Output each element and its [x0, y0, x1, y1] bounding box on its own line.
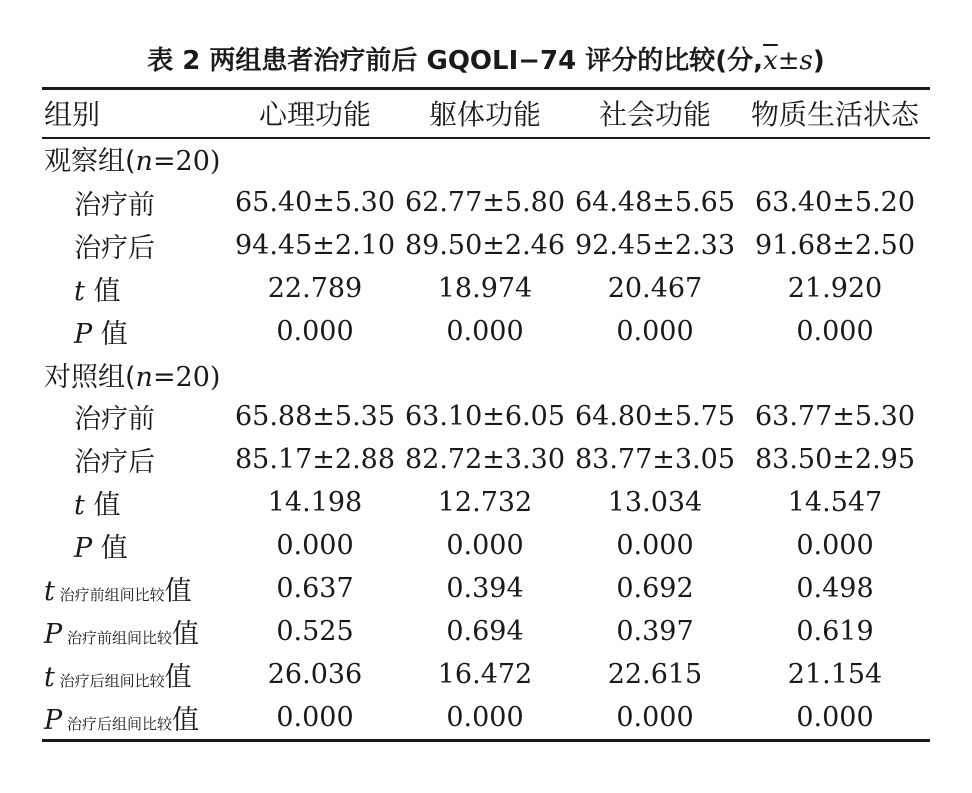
header-psychological: 心理功能: [258, 98, 371, 131]
table-row: [42, 395, 930, 438]
header-material: 物质生活状态: [750, 98, 919, 131]
table-row: [42, 610, 930, 653]
row-label: 治疗后: [74, 447, 155, 479]
stat-suffix: 值: [84, 490, 121, 522]
row-label: [42, 481, 230, 524]
stat-suffix: 值: [84, 275, 121, 307]
table-cell: 0.000: [616, 315, 694, 347]
table-cell: 0.525: [276, 615, 354, 647]
table-row: [42, 567, 930, 610]
table-cell: 0.498: [796, 572, 874, 604]
group-n-var: n: [135, 146, 153, 177]
table-cell: 85.17±2.88: [234, 444, 396, 476]
table-cell: 12.732: [437, 487, 533, 519]
stat-var: t: [44, 575, 55, 607]
row-label: [42, 567, 230, 610]
stat-var: t: [74, 275, 85, 307]
table-row: [42, 653, 930, 696]
table-row: [42, 481, 930, 524]
table-cell: 13.034: [607, 487, 703, 519]
table-row: [42, 438, 930, 481]
title-text: 表 2 两组患者治疗前后 GQOLI−74 评分的比较: [147, 46, 716, 76]
header-group: 组别: [44, 98, 101, 131]
group-name: 观察组: [44, 146, 125, 177]
stat-suffix: 值: [164, 661, 192, 693]
table-cell: 0.000: [276, 530, 354, 562]
title-paren-open: (分,: [715, 46, 764, 76]
table-cell: 0.000: [446, 530, 524, 562]
table-cell: 64.80±5.75: [574, 401, 736, 433]
table-cell: 16.472: [437, 658, 533, 690]
title-paren-close: ): [812, 46, 825, 76]
table-cell: 14.198: [267, 487, 363, 519]
table-cell: 0.619: [796, 615, 874, 647]
table-cell: 89.50±2.46: [404, 229, 566, 261]
table-cell: 0.000: [796, 530, 874, 562]
table-cell: 0.397: [616, 615, 694, 647]
row-label: 治疗前: [74, 189, 155, 221]
table-cell: 22.615: [607, 658, 703, 690]
table-cell: 22.789: [267, 272, 363, 304]
stat-subscript: 治疗前组间比较: [62, 628, 172, 647]
group-row-control: [42, 353, 930, 396]
table-cell: 65.88±5.35: [234, 401, 396, 433]
data-table: [42, 90, 930, 739]
stat-var: t: [74, 490, 85, 522]
group-name: 对照组: [44, 361, 125, 393]
row-label: [42, 310, 230, 353]
group-label-control: [42, 353, 930, 396]
group-paren: (: [125, 361, 136, 393]
group-n-value: =20): [152, 146, 221, 177]
table-cell: 83.50±2.95: [754, 444, 916, 476]
table-cell: 0.637: [276, 572, 354, 604]
header-physical: 躯体功能: [428, 98, 541, 131]
table-cell: 0.692: [616, 572, 694, 604]
stat-var: P: [74, 533, 93, 565]
table-cell: 0.394: [446, 572, 524, 604]
table-cell: 26.036: [267, 658, 363, 690]
header-social: 社会功能: [598, 98, 711, 131]
header-row: [42, 90, 930, 136]
table-cell: 21.920: [787, 272, 883, 304]
stat-subscript: 治疗后组间比较: [62, 714, 172, 733]
table-cell: 0.694: [446, 615, 524, 647]
table-cell: 63.77±5.30: [754, 401, 916, 433]
table-cell: 91.68±2.50: [754, 229, 916, 261]
table-cell: 83.77±3.05: [574, 444, 736, 476]
stat-var: t: [44, 661, 55, 693]
bottom-rule: [42, 739, 930, 742]
title-xbar: $\overline{x}$: [763, 46, 778, 76]
table-cell: 21.154: [787, 658, 883, 690]
table-cell: 63.40±5.20: [754, 186, 916, 218]
table-cell: 0.000: [616, 530, 694, 562]
table-cell: 0.000: [446, 315, 524, 347]
table-row: [42, 181, 930, 224]
table-cell: 94.45±2.10: [234, 229, 396, 261]
stat-var: P: [44, 618, 63, 650]
stat-suffix: 值: [164, 575, 192, 607]
stat-subscript: 治疗后组间比较: [54, 671, 165, 690]
group-paren: (: [125, 146, 136, 177]
table-cell: 64.48±5.65: [574, 186, 736, 218]
table-row: [42, 224, 930, 267]
row-label: [42, 696, 230, 739]
stat-suffix: 值: [92, 533, 128, 565]
stat-suffix: 值: [92, 318, 128, 350]
stat-subscript: 治疗前组间比较: [54, 585, 165, 604]
stat-suffix: 值: [171, 618, 199, 650]
stat-var: P: [44, 704, 63, 736]
group-label-observation: [42, 136, 930, 181]
stat-suffix: 值: [171, 704, 199, 736]
table-cell: 92.45±2.33: [574, 229, 736, 261]
row-label: [42, 524, 230, 567]
table-cell: 65.40±5.30: [234, 186, 396, 218]
group-row-observation: [42, 136, 930, 181]
table-row: [42, 310, 930, 353]
table-cell: 62.77±5.80: [404, 186, 566, 218]
table-row: [42, 696, 930, 739]
table-cell: 18.974: [437, 272, 533, 304]
group-n-value: =20): [152, 361, 221, 393]
table-title: [0, 42, 972, 80]
row-label: [42, 653, 230, 696]
table-cell: 82.72±3.30: [404, 444, 566, 476]
group-n-var: n: [135, 361, 153, 393]
table-cell: 20.467: [607, 272, 703, 304]
row-label: [42, 267, 230, 310]
table-cell: 14.547: [787, 487, 883, 519]
table-cell: 0.000: [276, 701, 354, 733]
table-cell: 63.10±6.05: [404, 401, 566, 433]
table-cell: 0.000: [446, 701, 524, 733]
table-row: [42, 267, 930, 310]
table-cell: 0.000: [276, 315, 354, 347]
row-label: 治疗前: [74, 404, 155, 436]
title-pm-s: ±s: [777, 46, 813, 76]
row-label: [42, 610, 230, 653]
table-cell: 0.000: [796, 315, 874, 347]
stat-var: P: [74, 318, 93, 350]
row-label: 治疗后: [74, 232, 155, 264]
table-cell: 0.000: [796, 701, 874, 733]
table-cell: 0.000: [616, 701, 694, 733]
table-row: [42, 524, 930, 567]
